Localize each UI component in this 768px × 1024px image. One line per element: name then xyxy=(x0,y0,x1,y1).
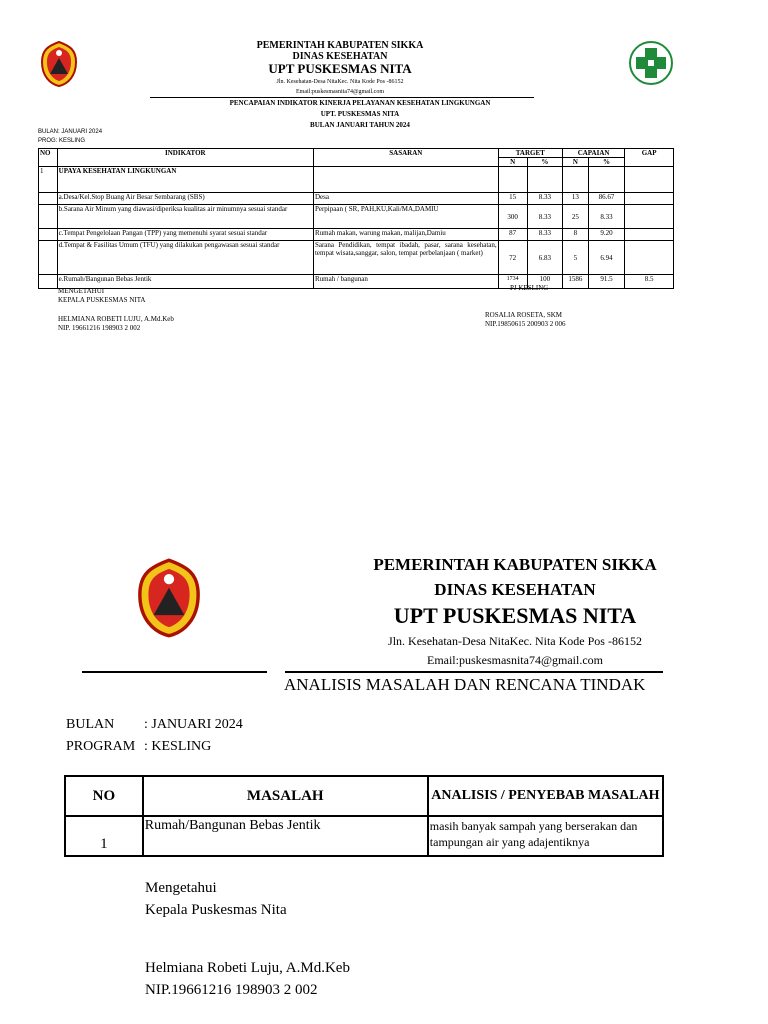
bottom-header-line2: DINAS KESEHATAN xyxy=(434,580,596,599)
row-capaian-n: 5 xyxy=(562,241,588,275)
row-capaian-pct: 6.94 xyxy=(588,241,624,275)
top-meta xyxy=(38,128,102,146)
row-capaian-pct: 9.20 xyxy=(588,229,624,241)
row-indikator: c.Tempat Pengelolaan Pangan (TPP) yang memenuhi syarat sesuai standar xyxy=(57,229,313,241)
report-title-line1: PENCAPAIAN INDIKATOR KINERJA PELAYANAN KESEHATAN LINGKUNGAN xyxy=(229,99,491,107)
health-cross-logo-icon xyxy=(628,40,674,86)
report-title-line3: BULAN JANUARI TAHUN 2024 xyxy=(310,121,410,129)
sign-right-name: ROSALIA ROSETA, SKM xyxy=(485,311,563,319)
row-target-pct: 8.33 xyxy=(527,229,562,241)
meta-program-value: : KESLING xyxy=(144,739,212,754)
col-gap: GAP xyxy=(625,149,674,167)
row-gap xyxy=(625,229,674,241)
header-email: Email:puskesmasnita74@gmail.com xyxy=(295,89,384,95)
table-row xyxy=(39,193,674,205)
bottom-divider-left xyxy=(82,671,267,673)
row-target-n: 87 xyxy=(498,229,527,241)
row-gap xyxy=(625,241,674,275)
report-title-line2: UPT. PUSKESMAS NITA xyxy=(320,110,400,118)
header-line1: PEMERINTAH KABUPATEN SIKKA xyxy=(256,40,424,51)
row-indikator: d.Tempat & Fasilitas Umum (TFU) yang dilakukan pengawasan sesuai standar xyxy=(57,241,313,275)
row-indikator: e.Rumah/Bangunan Bebas Jentik xyxy=(57,275,313,289)
row-capaian-n: 13 xyxy=(562,193,588,205)
row-target-pct: 8.33 xyxy=(527,205,562,229)
bottom-sign-line1: Mengetahui xyxy=(145,880,217,896)
bottom-sign xyxy=(145,877,350,1001)
row-capaian-pct: 91.5 xyxy=(588,275,624,289)
row-target-n: 72 xyxy=(498,241,527,275)
sikka-emblem-large-icon xyxy=(133,555,205,641)
row-indikator: b.Sarana Air Minum yang diawasi/diperiksa kualitas air minumnya sesuai standar xyxy=(57,205,313,229)
col-analisis: ANALISIS / PENYEBAB MASALAH xyxy=(428,776,663,816)
sign-left-line2: KEPALA PUSKESMAS NITA xyxy=(58,296,146,304)
header-line2: DINAS KESEHATAN xyxy=(292,51,388,62)
col-target-pct: % xyxy=(527,158,562,167)
table-row xyxy=(39,241,674,275)
row-sasaran: Rumah / bangunan xyxy=(313,275,498,289)
bottom-header-address: Jln. Kesehatan-Desa NitaKec. Nita Kode Pos -86152 xyxy=(388,634,642,648)
bottom-meta xyxy=(66,714,243,758)
row-gap: 8.5 xyxy=(625,275,674,289)
col-target-n: N xyxy=(498,158,527,167)
row-analisis: masih banyak sampah yang berserakan dan tampungan air yang adajentiknya xyxy=(428,816,663,856)
meta-prog: PROG: KESLING xyxy=(38,138,86,144)
sign-right-nip: NIP.19850615 200903 2 006 xyxy=(485,320,566,328)
row-target-pct: 8.33 xyxy=(527,193,562,205)
row-no: 1 xyxy=(65,816,143,856)
top-header-contact xyxy=(180,77,500,97)
meta-program-label: PROGRAM xyxy=(66,739,136,754)
col-capaian-pct: % xyxy=(588,158,624,167)
row-masalah: Rumah/Bangunan Bebas Jentik xyxy=(143,816,428,856)
row-target-n: 300 xyxy=(498,205,527,229)
meta-bulan: BULAN: JANUARI 2024 xyxy=(38,129,103,135)
top-report-title xyxy=(150,98,570,131)
top-header-title: UPT PUSKESMAS NITA xyxy=(268,61,412,76)
top-sign-right xyxy=(485,311,566,329)
col-no: NO xyxy=(39,149,58,167)
row-sasaran: Sarana Pendidikan, tempat ibadah, pasar, sarana kesehatan, tempat wisata,sanggar, salon, tempat perbelanjaan ( market) xyxy=(313,241,498,275)
table-row xyxy=(65,816,663,856)
bottom-header-line1: PEMERINTAH KABUPATEN SIKKA xyxy=(373,555,657,574)
row-target-n: 15 xyxy=(498,193,527,205)
problem-analysis-table xyxy=(64,775,664,857)
row-gap xyxy=(625,205,674,229)
sign-left-line1: MENGETAHUI xyxy=(58,287,105,295)
row-capaian-n: 8 xyxy=(562,229,588,241)
row-target-n: 1734 xyxy=(498,275,527,289)
col-indikator: INDIKATOR xyxy=(57,149,313,167)
sikka-emblem-icon xyxy=(38,40,80,88)
bottom-sign-name: Helmiana Robeti Luju, A.Md.Keb xyxy=(145,960,350,976)
top-sign-left xyxy=(58,287,174,333)
row-sasaran: Desa xyxy=(313,193,498,205)
row-capaian-n: 25 xyxy=(562,205,588,229)
col-target: TARGET xyxy=(498,149,562,158)
bottom-report-title: ANALISIS MASALAH DAN RENCANA TINDAK xyxy=(284,675,646,694)
row-sasaran: Rumah makan, warung makan, malijan,Damiu xyxy=(313,229,498,241)
row-sasaran: Perpipaan ( SR, PAH,KU,Kali/MA,DAMIU xyxy=(313,205,498,229)
bottom-divider-right xyxy=(285,671,663,673)
header-address: Jln. Kesehatan-Desa NitaKec. Nita Kode Pos -86152 xyxy=(276,79,404,85)
table-row xyxy=(39,229,674,241)
col-capaian-n: N xyxy=(562,158,588,167)
bottom-header-title: UPT PUSKESMAS NITA xyxy=(393,603,637,628)
col-sasaran: SASARAN xyxy=(313,149,498,167)
sign-left-nip: NIP. 19661216 198903 2 002 xyxy=(58,324,141,332)
meta-bulan-label: BULAN xyxy=(66,717,115,732)
bottom-header-contact xyxy=(355,632,675,670)
col-no: NO xyxy=(65,776,143,816)
section-no: 1 xyxy=(39,167,58,193)
meta-bulan-value: : JANUARI 2024 xyxy=(144,717,243,732)
bottom-sign-line2: Kepala Puskesmas Nita xyxy=(145,902,287,918)
indicator-table xyxy=(38,148,674,289)
row-target-pct: 6.83 xyxy=(527,241,562,275)
top-sign-right-role: PJ KESLING xyxy=(510,284,549,292)
col-masalah: MASALAH xyxy=(143,776,428,816)
sign-left-name: HELMIANA ROBETI LUJU, A.Md.Keb xyxy=(58,315,174,323)
table-row xyxy=(39,205,674,229)
col-capaian: CAPAIAN xyxy=(562,149,624,158)
row-gap xyxy=(625,193,674,205)
row-capaian-pct: 86.67 xyxy=(588,193,624,205)
row-capaian-pct: 8.33 xyxy=(588,205,624,229)
row-indikator: a.Desa/Kel.Stop Buang Air Besar Sembarang (SBS) xyxy=(57,193,313,205)
row-target-pct: 100 xyxy=(527,275,562,289)
row-capaian-n: 1586 xyxy=(562,275,588,289)
bottom-sign-nip: NIP.19661216 198903 2 002 xyxy=(145,982,318,998)
top-header-org xyxy=(180,40,500,62)
bottom-header-email: Email:puskesmasnita74@gmail.com xyxy=(426,653,604,667)
section-title: UPAYA KESEHATAN LINGKUNGAN xyxy=(57,167,313,193)
